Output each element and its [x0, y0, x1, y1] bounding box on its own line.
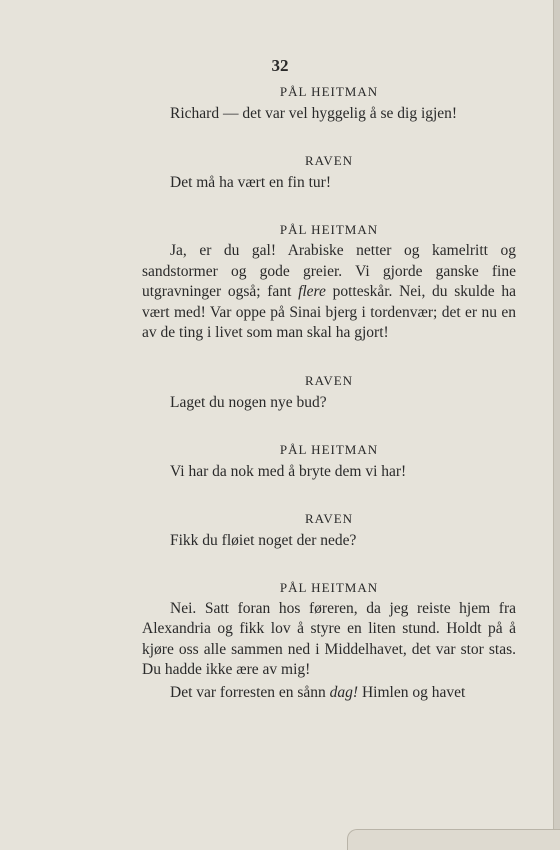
- dialogue-line: Laget du nogen nye bud?: [170, 393, 327, 411]
- text-segment: Det var forresten en sånn: [170, 683, 330, 701]
- page-edge: [553, 0, 560, 850]
- speaker-name: PÅL HEITMAN: [279, 84, 379, 99]
- dialogue-line: Vi har da nok med å bryte dem vi har!: [170, 462, 407, 480]
- speaker-name: RAVEN: [304, 372, 354, 388]
- speaker-name: PÅL HEITMAN: [279, 222, 379, 237]
- speaker-name: RAVEN: [304, 510, 354, 526]
- speech-6: [142, 511, 516, 551]
- page-corner-tab: [347, 829, 560, 850]
- emphasized-word: dag!: [329, 683, 359, 701]
- play-text: [142, 84, 516, 732]
- dialogue-line: Det må ha vært en fin tur!: [170, 174, 331, 191]
- speech-1: [142, 84, 516, 124]
- dialogue-paragraph: [142, 683, 516, 704]
- speech-7: [142, 580, 516, 704]
- page-number: 32: [271, 56, 289, 75]
- speaker-name: PÅL HEITMAN: [279, 441, 379, 457]
- speech-4: [142, 373, 516, 413]
- speech-3: [142, 222, 516, 344]
- dialogue-paragraph: Nei. Satt foran hos føreren, da jeg reiste hjem fra Alexandria og fikk lov å styre en liten stund. Holdt på å kjøre oss alle sammen ned i Middelhavet, det var stor stas. Du hadde ikke ære av mig!: [142, 599, 516, 678]
- speech-2: [142, 153, 516, 193]
- speaker-name: RAVEN: [304, 153, 354, 168]
- dialogue-line: Richard — det var vel hyggelig å se dig igjen!: [170, 105, 458, 122]
- text-segment: Ja, er du gal! Arabiske netter og kamelritt og sandstormer og gode greier. Vi gjorde ganske fine utgravninger også; fant: [142, 242, 516, 300]
- text-segment: Himlen og havet: [358, 683, 466, 701]
- dialogue-paragraph: [142, 241, 516, 344]
- speaker-name: PÅL HEITMAN: [279, 579, 379, 595]
- emphasized-word: flere: [298, 283, 326, 300]
- text-segment: potteskår. Nei, du skulde ha vært med! Var oppe på Sinai bjerg i tordenvær; det er nu en av de ting i livet som man skal ha gjort!: [142, 283, 516, 341]
- speech-5: [142, 442, 516, 482]
- dialogue-line: Fikk du fløiet noget der nede?: [170, 531, 357, 549]
